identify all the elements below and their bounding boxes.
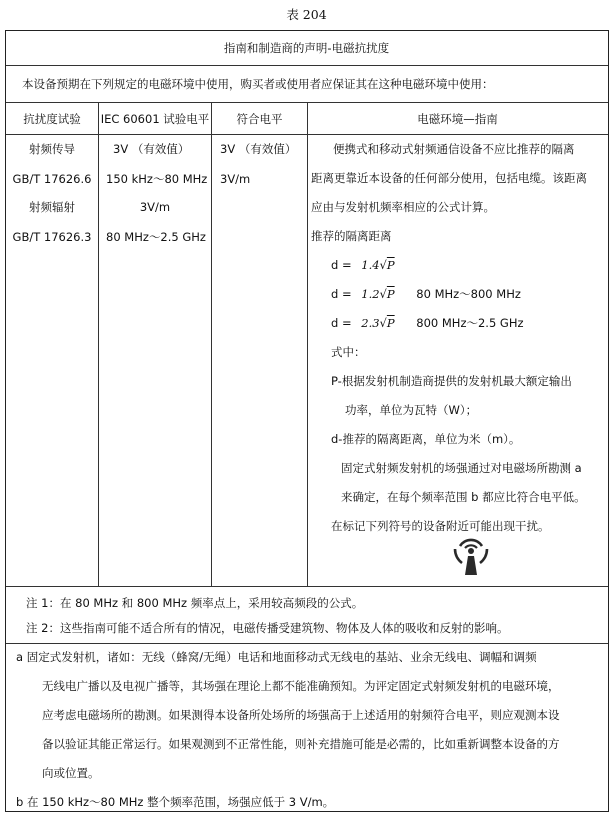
d-definition: d-推荐的隔离距离，单位为米（m）。 bbox=[331, 432, 521, 446]
divider bbox=[6, 586, 608, 587]
test-standard: GB/T 17626.6 bbox=[12, 172, 92, 186]
footnote-a-line: a 固定式发射机，诸如：无线（蜂窝/无绳）电话和地面移动式无线电的基站、业余无线电、调幅和调频 bbox=[16, 650, 537, 664]
symbol-note: 在标记下列符号的设备附近可能出现干扰。 bbox=[331, 519, 550, 533]
formula-range: 800 MHz〜2.5 GHz bbox=[416, 316, 524, 330]
footnote-a-line: 无线电广播以及电视广播等，其场强在理论上都不能准确预知。为评定固定式射频发射机的电磁环境， bbox=[42, 679, 560, 693]
footnote-a-line: 向或位置。 bbox=[42, 766, 100, 780]
guidance-paragraph bbox=[311, 135, 607, 541]
fixed-transmitter-note: 固定式射频发射机的场强通过对电磁场所勘测 a bbox=[341, 461, 582, 475]
footnote-b: b 在 150 kHz〜80 MHz 整个频率范围，场强应低于 3 V/m。 bbox=[16, 795, 335, 809]
footnote-a bbox=[16, 643, 606, 817]
iec-level-range: 80 MHz〜2.5 GHz bbox=[106, 230, 206, 244]
header-compliance-level: 符合电平 bbox=[236, 112, 283, 126]
formula-range: 80 MHz〜800 MHz bbox=[416, 287, 521, 301]
fixed-transmitter-note: 来确定，在每个频率范围 b 都应比符合电平低。 bbox=[341, 490, 586, 504]
compliance-level-value: 3V （有效值） bbox=[220, 142, 297, 156]
column-divider bbox=[98, 102, 99, 586]
formula-coefficient: 1.4 bbox=[361, 258, 380, 272]
formula-d: d = bbox=[331, 316, 352, 330]
p-definition: 功率，单位为瓦特（W）； bbox=[345, 403, 478, 417]
sqrt-sign: √ bbox=[379, 316, 387, 330]
formula-p: P bbox=[386, 316, 395, 330]
column-divider bbox=[211, 102, 212, 586]
sqrt-sign: √ bbox=[379, 287, 387, 301]
guidance-line: 距离更靠近本设备的任何部分使用，包括电缆。该距离 bbox=[311, 171, 587, 185]
formula-coefficient: 1.2 bbox=[361, 287, 380, 301]
test-rf-conducted: 射频传导 bbox=[29, 142, 75, 156]
sqrt-sign: √ bbox=[379, 258, 387, 272]
iec-level-range: 150 kHz〜80 MHz bbox=[106, 172, 208, 186]
formula-row bbox=[311, 309, 607, 338]
guidance-line: 应由与发射机频率相应的公式计算。 bbox=[311, 200, 495, 214]
table-caption: 表 204 bbox=[286, 7, 327, 22]
formula-row bbox=[311, 280, 607, 309]
footnote-a-line: 应考虑电磁场所的勘测。如果测得本设备所处场所的场强高于上述适用的射频符合电平，则应观测本设 bbox=[42, 708, 560, 722]
intro-text: 本设备预期在下列规定的电磁环境中使用，购买者或使用者应保证其在这种电磁环境中使用： bbox=[22, 77, 494, 91]
formula-row bbox=[311, 251, 607, 280]
table-title: 指南和制造商的声明-电磁抗扰度 bbox=[223, 41, 390, 55]
formula-coefficient: 2.3 bbox=[361, 316, 380, 330]
header-iec-level: IEC 60601 试验电平 bbox=[100, 112, 210, 126]
header-immunity-test: 抗扰度试验 bbox=[23, 112, 81, 126]
header-environment-guide: 电磁环境—指南 bbox=[417, 112, 498, 126]
note-1: 注 1：在 80 MHz 和 800 MHz 频率点上，采用较高频段的公式。 bbox=[26, 596, 364, 610]
formula-p: P bbox=[386, 287, 395, 301]
formula-d: d = bbox=[331, 258, 352, 272]
emc-immunity-table bbox=[5, 30, 609, 812]
column-divider bbox=[307, 102, 308, 586]
divider bbox=[6, 65, 608, 66]
formula-d: d = bbox=[331, 287, 352, 301]
guidance-line: 便携式和移动式射频通信设备不应比推荐的隔离 bbox=[333, 142, 575, 156]
recommended-distance-label: 推荐的隔离距离 bbox=[311, 229, 392, 243]
iec-level-value: 3V/m bbox=[139, 200, 171, 214]
test-standard: GB/T 17626.3 bbox=[12, 230, 92, 244]
test-rf-radiated: 射频辐射 bbox=[29, 200, 75, 214]
p-definition: P-根据发射机制造商提供的发射机最大额定输出 bbox=[331, 374, 572, 388]
formula-p: P bbox=[386, 258, 395, 272]
where-label: 式中： bbox=[331, 345, 366, 359]
non-ionizing-radiation-icon bbox=[446, 529, 496, 579]
footnote-a-line: 备以验证其能正常运行。如果观测到不正常性能，则补充措施可能是必需的，比如重新调整本设备的方 bbox=[42, 737, 560, 751]
iec-level-value: 3V （有效值） bbox=[113, 142, 190, 156]
note-2: 注 2：这些指南可能不适合所有的情况，电磁传播受建筑物、物体及人体的吸收和反射的影响。 bbox=[26, 621, 509, 635]
compliance-level-value: 3V/m bbox=[220, 172, 251, 186]
